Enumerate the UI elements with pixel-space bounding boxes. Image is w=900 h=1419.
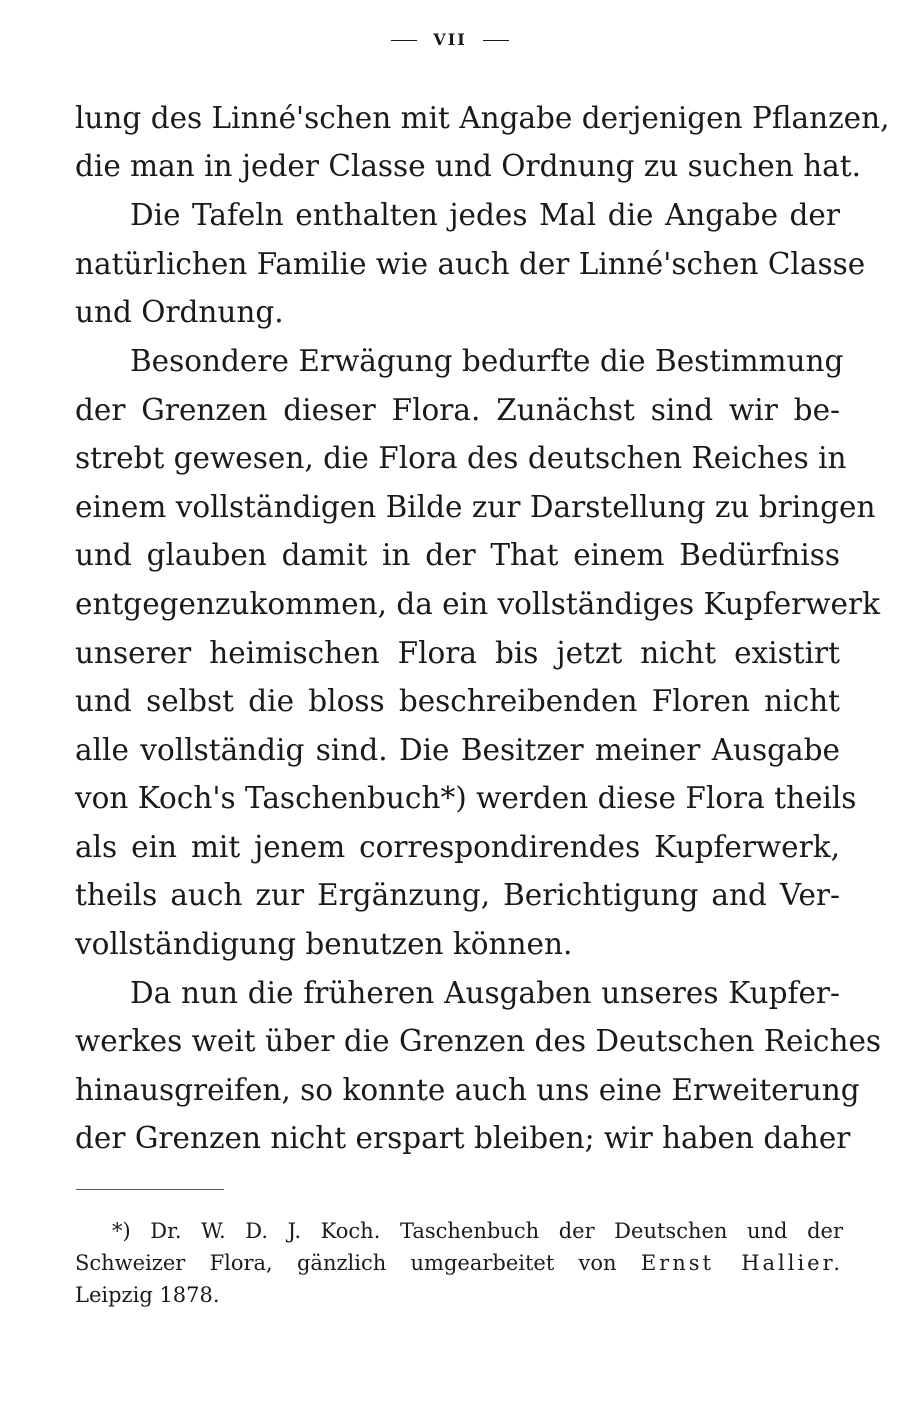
footnote-author: Ernst Hallier.	[640, 1251, 844, 1275]
page-header	[0, 30, 900, 49]
text-line: Da nun die früheren Ausgaben unseres Kupfer-	[130, 976, 840, 1010]
text-line: werkes weit über die Grenzen des Deutschen Reiches	[75, 1024, 882, 1058]
text-line: einem vollständigen Bilde zur Darstellung zu bringen	[75, 490, 876, 524]
header-dash-right	[483, 40, 509, 41]
text-line: unserer heimischen Flora bis jetzt nicht existirt	[75, 636, 840, 670]
text-line: vollständigung benutzen können.	[75, 927, 573, 961]
footnote-line: Leipzig 1878.	[75, 1283, 220, 1307]
text-line: und selbst die bloss beschreibenden Floren nicht	[75, 684, 840, 718]
text-line: theils auch zur Ergänzung, Berichtigung and Ver-	[75, 878, 840, 912]
text-line: als ein mit jenem correspondirendes Kupferwerk,	[75, 830, 840, 864]
text-line: und Ordnung.	[75, 295, 284, 329]
page-number: VII	[433, 30, 467, 49]
footnote-text: Schweizer Flora, gänzlich umgearbeitet von	[75, 1251, 617, 1275]
header-dash-left	[391, 40, 417, 41]
footnote-separator	[76, 1189, 224, 1190]
text-line: und glauben damit in der That einem Bedürfniss	[75, 538, 840, 572]
text-line: entgegenzukommen, da ein vollständiges Kupferwerk	[75, 587, 880, 621]
text-line: Besondere Erwägung bedurfte die Bestimmung	[130, 344, 844, 378]
text-line: natürlichen Familie wie auch der Linné'schen Classe	[75, 247, 866, 281]
text-line: Die Tafeln enthalten jedes Mal die Angabe der	[130, 198, 840, 232]
text-line: der Grenzen dieser Flora. Zunächst sind wir be-	[75, 393, 840, 427]
text-line: alle vollständig sind. Die Besitzer meiner Ausgabe	[75, 733, 840, 767]
text-line: von Koch's Taschenbuch*) werden diese Flora theils	[75, 781, 857, 815]
text-line: der Grenzen nicht erspart bleiben; wir haben daher	[75, 1121, 851, 1155]
text-line: die man in jeder Classe und Ordnung zu suchen hat.	[75, 149, 861, 183]
footnote-line: *) Dr. W. D. J. Koch. Taschenbuch der Deutschen und der	[112, 1219, 843, 1243]
text-line: strebt gewesen, die Flora des deutschen Reiches in	[75, 441, 847, 475]
text-line: hinausgreifen, so konnte auch uns eine Erweiterung	[75, 1073, 860, 1107]
footnote-line	[75, 1249, 843, 1277]
text-line: lung des Linné'schen mit Angabe derjenigen Pflanzen,	[75, 101, 890, 135]
